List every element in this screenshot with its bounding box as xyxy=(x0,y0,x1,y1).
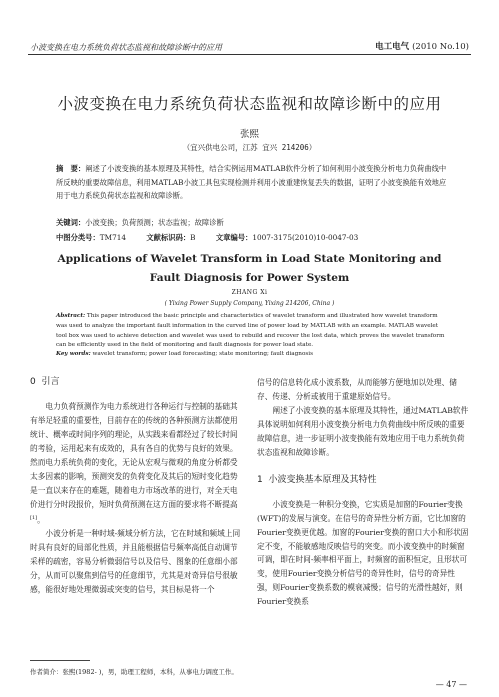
title-en-line1: Applications of Wavelet Transform in Load State Monitoring and xyxy=(57,253,442,265)
article-no-label: 文章编号： xyxy=(215,233,253,242)
keywords-en xyxy=(56,351,449,357)
affiliation-en: ( Yixing Power Supply Company, Yixing 214206, China ) xyxy=(164,300,335,307)
page-number: — 47 — xyxy=(435,680,467,689)
paper-title-cn: 小波变换在电力系统负荷状态监视和故障诊断中的应用 xyxy=(57,95,442,113)
intro-paragraph-2: 小波分析是一种时域-频域分析方法，它在时域和频域上同时具有良好的局部化性质，并且能根据信号频率高低自动调节采样的疏密，容易分析微弱信号以及信号、图象的任意细小部分，从而可以聚焦到信号的任意细节，尤其是对奇异信号很敏感，能很好地处理微弱或突变的信号，其目标是将一个 xyxy=(30,529,241,594)
running-header-journal xyxy=(375,40,469,52)
abstract-cn-label: 摘 要： xyxy=(56,164,86,173)
paper-title-en xyxy=(0,250,499,288)
section-1-title: 小波变换基本原理及其特性 xyxy=(268,474,377,485)
classification-line xyxy=(56,231,449,245)
right-paragraph-2: 阐述了小波变换的基本原理及其特性，通过MATLAB软件具体说明如何利用小波变换分析电力负荷曲线中所反映的重要故障信息，进一步证明小波变换能有效地应用于电力系统负荷状态监视和故障诊断。 xyxy=(257,405,469,457)
abstract-cn-text: 阐述了小波变换的基本原理及其特性，结合实例运用MATLAB软件分析了如何利用小波变换分析电力负荷曲线中所反映的重要故障信息，利用MATLAB小波工具包实现检测并利用小波重建恢复丢失的数据，证明了小波变换能有效地应用于电力系统负荷状态监视和故障诊断。 xyxy=(56,164,447,200)
article-no-value: 1007-3175(2010)10-0047-03 xyxy=(252,233,359,242)
keywords-cn-label: 关键词： xyxy=(56,218,86,227)
affiliation-cn: （宜兴供电公司，江苏 宜兴 214206） xyxy=(182,143,317,152)
doc-code-label: 文献标识码： xyxy=(146,233,191,242)
abstract-en xyxy=(56,312,449,351)
author-en: ZHANG Xi xyxy=(231,289,268,296)
clc-label: 中图分类号： xyxy=(56,233,100,242)
abstract-en-label: Abstract: xyxy=(56,313,86,319)
section-0-number: 0 xyxy=(30,377,36,387)
section-0-title: 引言 xyxy=(41,377,60,387)
journal-issue: (2010 No.10) xyxy=(412,42,469,52)
section-0-heading xyxy=(30,376,243,390)
abstract-cn xyxy=(56,162,449,203)
keywords-cn xyxy=(56,216,449,230)
intro-paragraph-1: 电力负荷预测作为电力系统进行各种运行与控制的基础其有举足轻重的重要性，目前存在的传统的各种预测方法都使用统计、概率或时间序列的理论，从实践来看都经过了较长时间的考验，运用起来有成效的，具有各自的优势与良好的效果。然而电力系统负荷的变化，无论从宏观与微观的角度分析都受太多因素的影响，预测突发的负荷变化及其后的短时变化趋势是一直以来存在的难题，随着电力市场改革的进行，对全天电价进行分时段报价，短时负荷预测在这方面的要求将不断提高[1]。 xyxy=(30,401,238,525)
section-1-heading xyxy=(257,474,470,488)
right-paragraph-3: 小波变换是一种积分变换，它实质是加窗的Fourier变换(WFT)的发展与演变。在信号的奇异性分析方面，它比加窗的Fourier变换更优越。加窗的Fourier变换的窗口大小和形状固定不变，不能敏感地反映信号的突变。而小波变换中的时频窗可调，即在时间-频率相平面上，时频窗的面积恒定，且形状可变，使用Fourier变换分析信号的奇异性时，信号的奇异性强，则Fourier变换系数的模衰减慢；信号的光滑性越好，则Fourier变换系 xyxy=(257,499,469,607)
title-en-line2: Fault Diagnosis for Power System xyxy=(149,272,350,284)
running-header-title: 小波变换在电力系统负荷状态监视和故障诊断中的应用 xyxy=(30,43,222,52)
keywords-en-text: wavelet transform; power load forecasting; state monitoring; fault diagnosis xyxy=(92,351,314,357)
doc-code-value: B xyxy=(190,233,196,242)
right-paragraph-1: 信号的信息转化成小波系数，从而能够方便地加以处理、储存、传递、分析或被用于重建原始信号。 xyxy=(257,378,457,401)
header-rule xyxy=(28,54,471,55)
footnote-rule xyxy=(30,660,90,661)
journal-name: 电工电气 xyxy=(375,42,410,52)
abstract-en-text: This paper introduced the basic principle and characteristics of wavelet transform and illustrated how wavelet transform was used to analyze the important fault information in the curved line of power load by MATLAB with an example. MATLAB wavelet tool box was used to achieve detection and wavelet was used to rebuild and recover the lost data, which proves the wavelet transform can be efficiently used in the field of monitoring and fault diagnosis for power load state. xyxy=(56,313,445,349)
right-column xyxy=(257,376,470,609)
section-1-number: 1 xyxy=(257,474,263,485)
keywords-en-label: Key words: xyxy=(56,351,91,357)
citation-ref: [1] xyxy=(30,514,38,521)
left-column xyxy=(30,376,243,597)
clc-value: TM714 xyxy=(99,233,127,242)
keywords-cn-text: 小波变换；负荷预测；状态监视；故障诊断 xyxy=(85,218,224,227)
author-cn: 张熙 xyxy=(239,129,259,140)
author-footnote: 作者简介：张熙(1982- )，男，助理工程师，本科，从事电力调度工作。 xyxy=(30,668,238,676)
